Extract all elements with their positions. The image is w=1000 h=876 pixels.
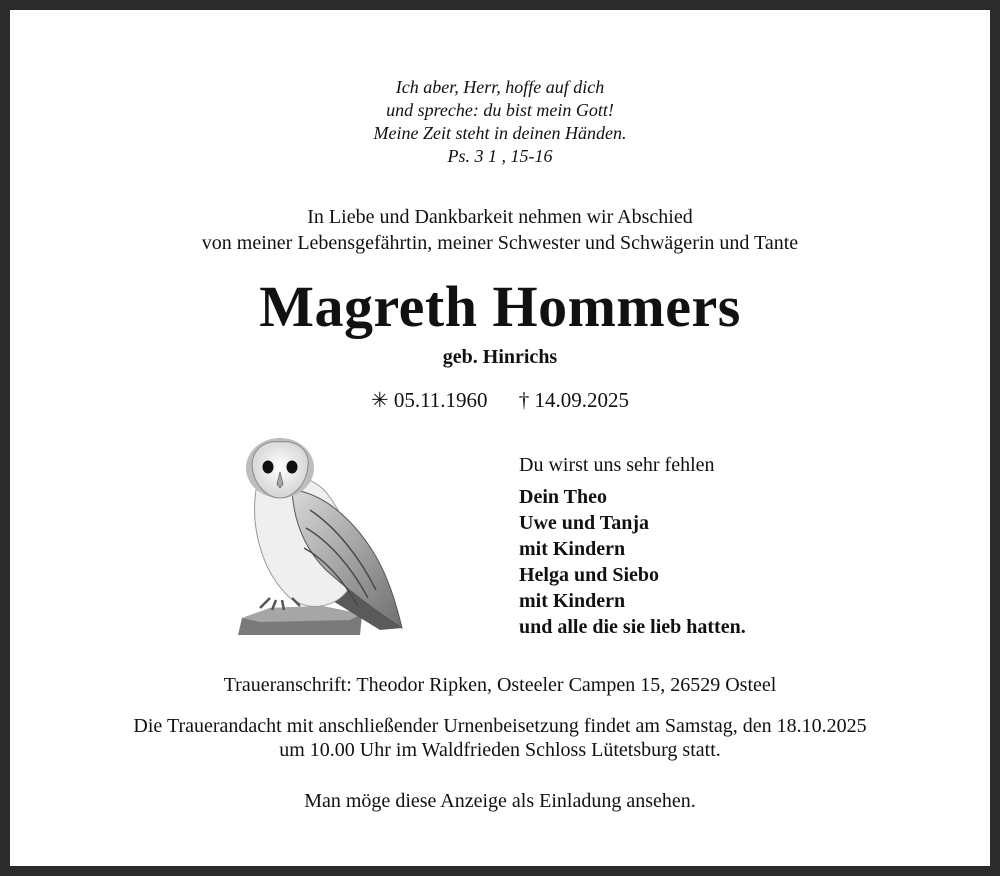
signer: Uwe und Tanja bbox=[519, 512, 650, 534]
closing-lead: Du wirst uns sehr fehlen bbox=[519, 454, 715, 476]
signer: mit Kindern bbox=[519, 538, 626, 560]
service-line: um 10.00 Uhr im Waldfrieden Schloss Lütetsburg statt. bbox=[279, 739, 721, 761]
invitation-note: Man möge diese Anzeige als Einladung ansehen. bbox=[304, 790, 696, 812]
farewell-intro bbox=[10, 204, 990, 256]
deceased-name: Magreth Hommers bbox=[259, 274, 741, 339]
life-dates bbox=[10, 388, 990, 413]
obituary-notice bbox=[10, 10, 990, 866]
death-cross-icon: † bbox=[518, 388, 530, 412]
owl-icon bbox=[230, 430, 405, 635]
intro-line: von meiner Lebensgefährtin, meiner Schwester und Schwägerin und Tante bbox=[201, 232, 799, 254]
signer: Helga und Siebo bbox=[519, 564, 660, 586]
signer: Dein Theo bbox=[519, 486, 607, 508]
psalm-verse bbox=[10, 76, 990, 168]
verse-line: Meine Zeit steht in deinen Händen. bbox=[373, 123, 627, 143]
closing-block bbox=[519, 452, 746, 640]
service-info bbox=[10, 714, 990, 762]
intro-line: In Liebe und Dankbarkeit nehmen wir Abschied bbox=[307, 206, 693, 228]
maiden-name: geb. Hinrichs bbox=[442, 346, 558, 368]
signer: und alle die sie lieb hatten. bbox=[519, 616, 746, 638]
verse-reference: Ps. 3 1 , 15-16 bbox=[447, 146, 553, 166]
birth-date: 05.11.1960 bbox=[393, 388, 488, 412]
death-date: 14.09.2025 bbox=[534, 388, 630, 412]
signers-list bbox=[519, 484, 746, 640]
signer: mit Kindern bbox=[519, 590, 626, 612]
verse-line: Ich aber, Herr, hoffe auf dich bbox=[395, 77, 605, 97]
mourning-address: Traueranschrift: Theodor Ripken, Osteeler Campen 15, 26529 Osteel bbox=[223, 674, 777, 696]
birth-star-icon: ✳ bbox=[370, 388, 389, 412]
service-line: Die Trauerandacht mit anschließender Urnenbeisetzung findet am Samstag, den 18.10.2025 bbox=[133, 715, 867, 737]
verse-line: und spreche: du bist mein Gott! bbox=[386, 100, 614, 120]
